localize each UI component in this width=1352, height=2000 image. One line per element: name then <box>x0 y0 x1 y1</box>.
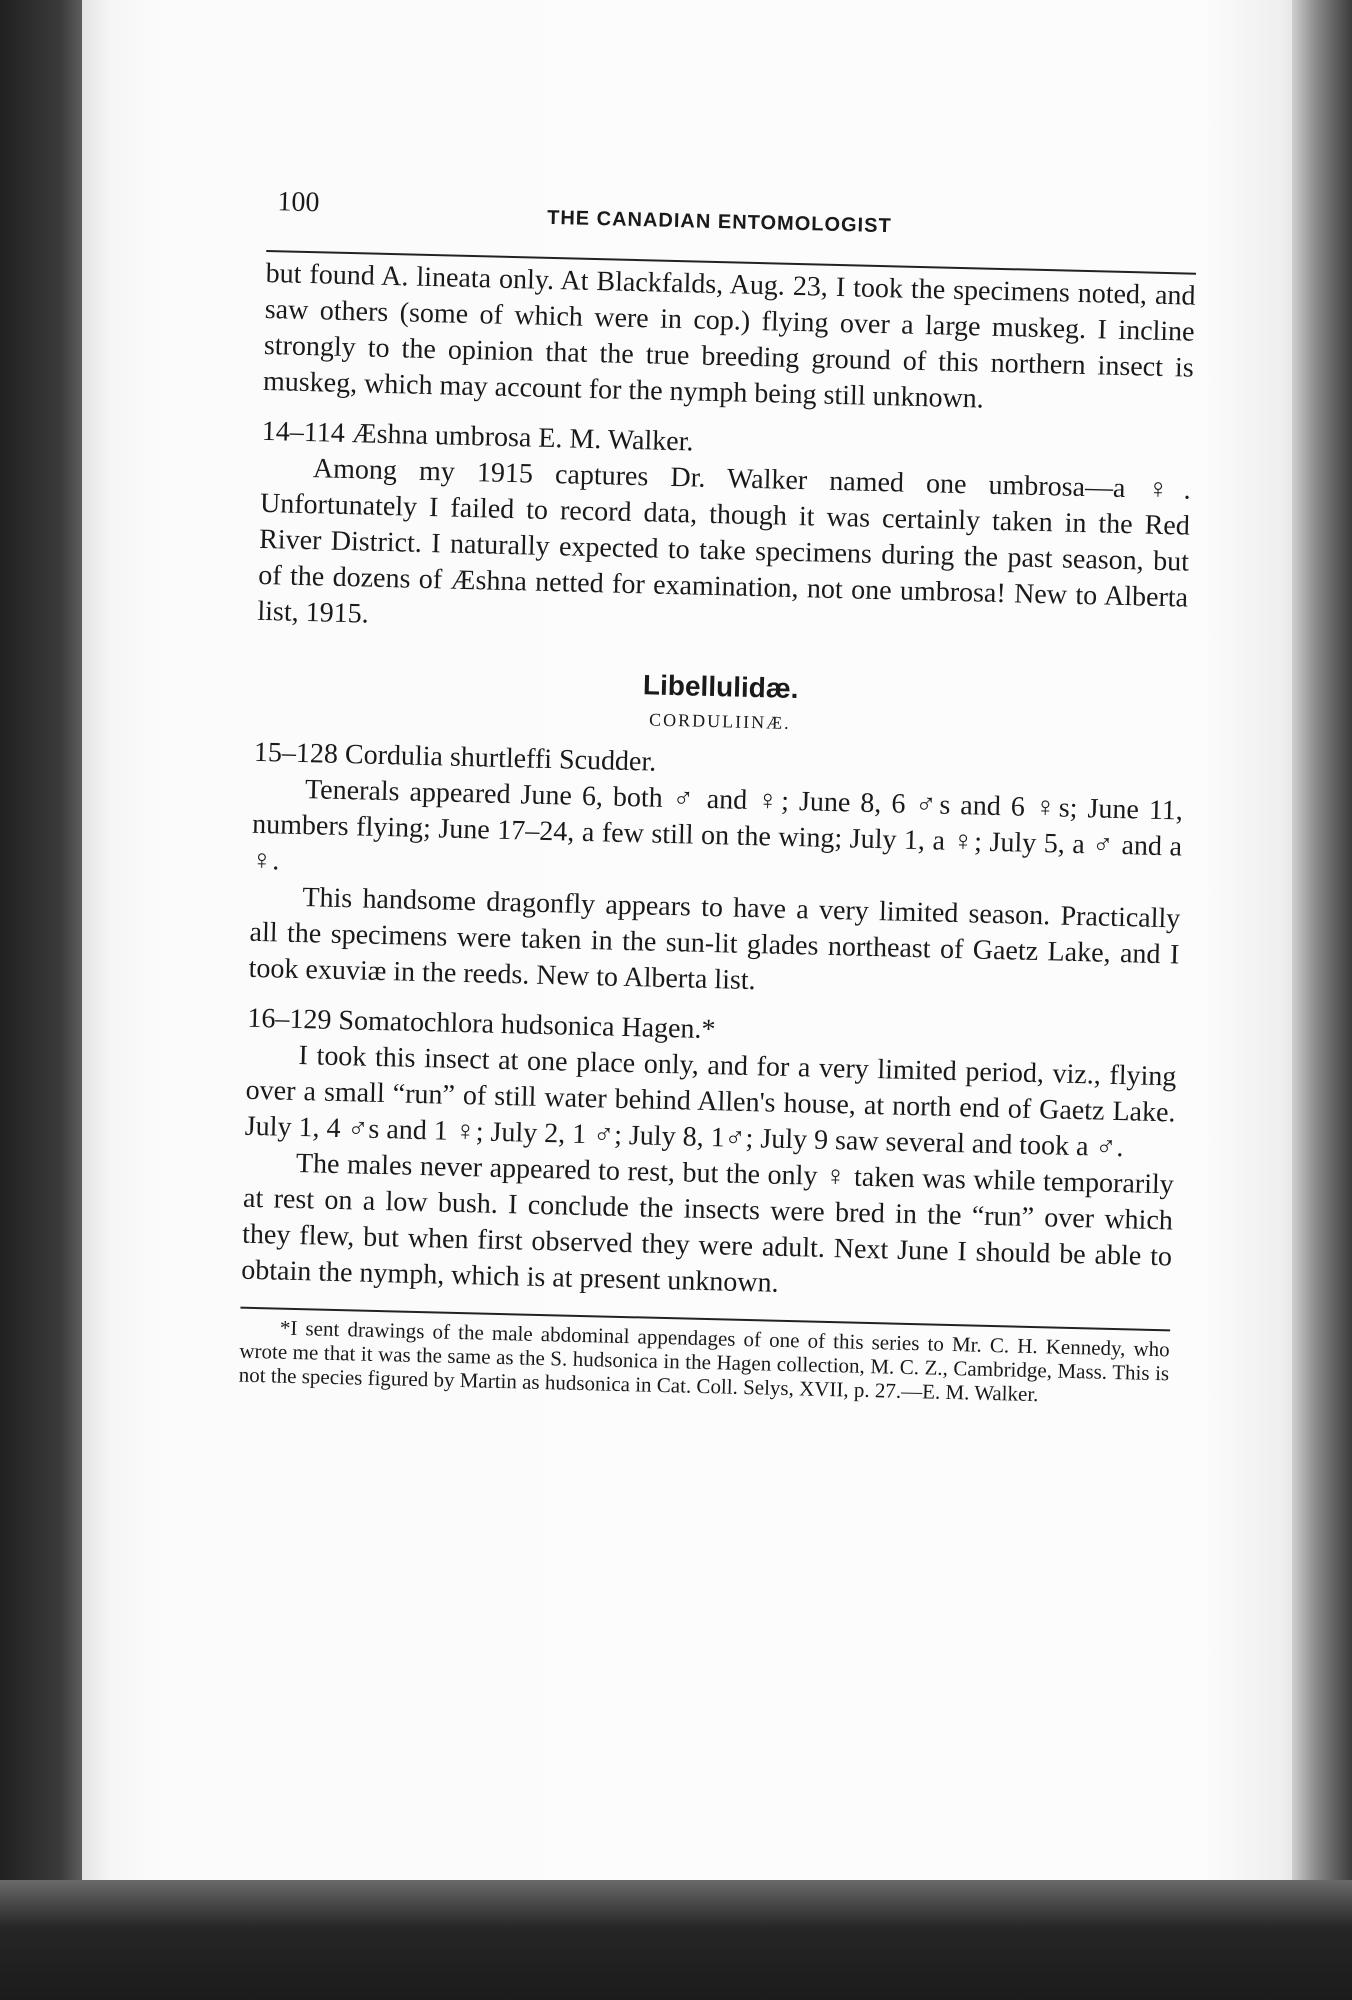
species-heading-somatochlora: 16–129 Somatochlora hudsonica Hagen.* <box>247 1002 716 1046</box>
species-heading-cordulia: 15–128 Cordulia shurtleffi Scudder. <box>253 736 657 778</box>
page-number: 100 <box>277 186 320 219</box>
subfamily-heading: CORDULIINÆ. <box>648 709 791 733</box>
family-heading: Libellulidæ. <box>642 669 799 705</box>
paragraph-lineata: but found A. lineata only. At Blackfalds, Aug. 23, I took the specimens noted, and saw others (some of which were in cop.) flying over a large muskeg. I incline strongly to the opinion that the true breeding ground of this northern insect is muskeg, which may account for the nymph being still unknown. <box>262 257 1196 415</box>
paragraph-tenerals: Tenerals appeared June 6, both ♂ and ♀; June 8, 6 ♂s and 6 ♀s; June 11, numbers flying; June 17–24, a few still on the wing; July 1, a ♀; July 5, a ♂ and a ♀. <box>250 774 1184 877</box>
paragraph-males-never-rest: The males never appeared to rest, but the only ♀ taken was while temporarily at rest on a low bush. I conclude the insects were bred in the “run” over which they flew, but when first observed they were adult. Next June I should be able to obtain the nymph, which is at present unknown. <box>240 1147 1175 1299</box>
paragraph-umbrosa: Among my 1915 captures Dr. Walker named one umbrosa—a ♀. Unfortunately I failed to record data, though it was certainly taken in the Red River District. I naturally expected to take specimens during the past season, but of the dozens of Æshna netted for examination, not one umbrosa! New to Alberta list, 1915. <box>257 453 1192 630</box>
footnote: *I sent drawings of the male abdominal appendages of one of this series to Mr. C. H. Kennedy, who wrote me that it was the same as the S. hudsonica in the Hagen collection, M. C. Z., Cambridge, Mass. This is not the species figured by Martin as hudsonica in Cat. Coll. Selys, XVII, p. 27.—E. M. Walker. <box>238 1315 1170 1407</box>
scanner-bottom-edge <box>0 1880 1352 2000</box>
running-head: THE CANADIAN ENTOMOLOGIST <box>546 206 892 238</box>
page-edge-shadow <box>1292 0 1352 2000</box>
page-content <box>239 180 1198 1409</box>
paragraph-handsome-dragonfly: This handsome dragonfly appears to have a very limited season. Practically all the specimens were taken in the sun-lit glades northeast of Gaetz Lake, and I took exuviæ in the reeds. New to Alberta list. <box>248 882 1181 997</box>
paragraph-one-place: I took this insect at one place only, and for a very limited period, viz., flying over a small “run” of still water behind Allen's house, at north end of Gaetz Lake. July 1, 4 ♂s and 1 ♀; July 2, 1 ♂; July 8, 1♂; July 9 saw several and took a ♂. <box>244 1040 1177 1164</box>
species-heading-aeshna-umbrosa: 14–114 Æshna umbrosa E. M. Walker. <box>261 415 694 458</box>
